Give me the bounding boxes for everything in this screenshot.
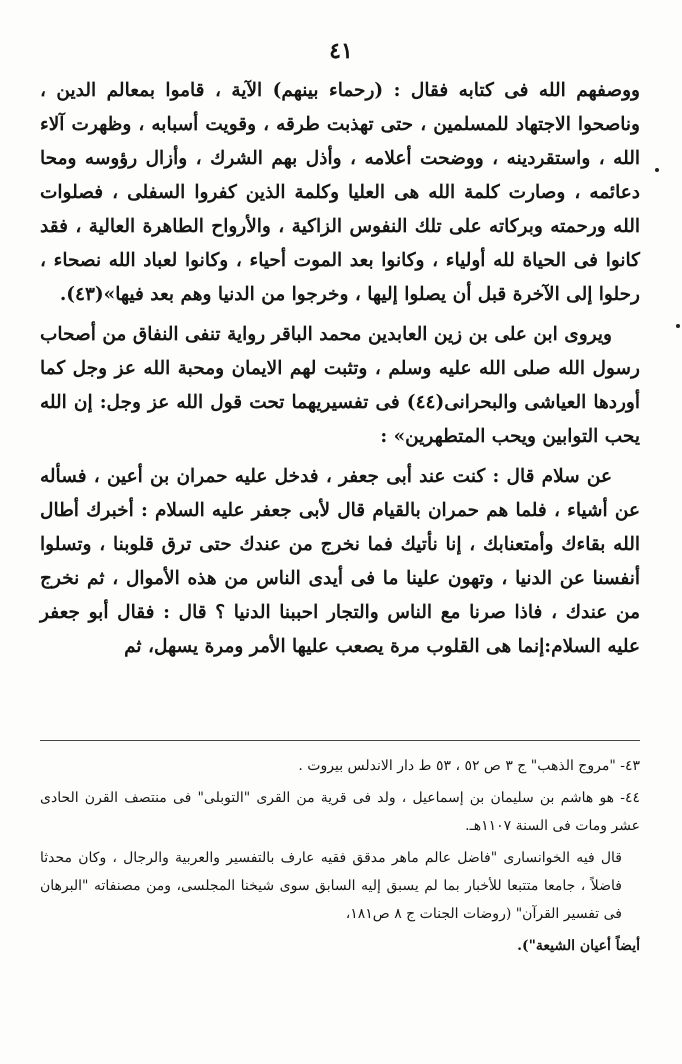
main-text xyxy=(40,74,640,670)
footnotes xyxy=(40,752,640,964)
margin-dot xyxy=(676,324,680,328)
footnote-last-line: أيضاً أعيان الشيعة"). xyxy=(517,938,640,954)
footnote: قال فيه الخوانسارى "فاضل عالم ماهر مدقق فقيه عارف بالتفسير والعربية والرجال ، وكان محدثا فاضلاً ، جامعا متتبعا للأخبار بما لم يسبق إليه السابق سوى شيخنا المجلسى، ومن مصنفاته "البرهان فى تفسير القرآن" (روضات الجنات ج ٨ ص١٨١، xyxy=(40,850,623,922)
paragraph: ويروى ابن على بن زين العابدين محمد الباقر رواية تنفى النفاق من أصحاب رسول الله صلى الله عليه وسلم ، وتثبت لهم الايمان ومحبة الله عز وجل كما أوردها العياشى والبحرانى(٤٤) فى تفسيريهما تحت قول الله عز وجل: إن الله يحب التوابين ويحب المتطهرين» : xyxy=(40,324,641,447)
footnote: ٤٤- هو هاشم بن سليمان بن إسماعيل ، ولد فى قرية من القرى "التوبلى" فى منتصف القرن الحادى عشر ومات فى السنة ١١٠٧هـ. xyxy=(40,790,640,834)
page-number: ٤١ xyxy=(329,38,353,64)
paragraph: ووصفهم الله فى كتابه فقال : (رحماء بينهم) الآية ، قاموا بمعالم الدين ، وناصحوا الاجتهاد للمسلمين ، حتى تهذبت طرقه ، وقويت أسبابه ، وظهرت آلاء الله ، واستقردينه ، ووضحت أعلامه ، وأذل بهم الشرك ، وأزال رؤوسه ومحا دعائمه ، وصارت كلمة الله هى العليا وكلمة الذين كفروا السفلى ، فصلوات الله ورحمته وبركاته على تلك النفوس الزاكية ، والأرواح الطاهرة العالية ، فقد كانوا فى الحياة لله أولياء ، وكانوا بعد الموت أحياء ، وكانوا لعباد الله نصحاء ، رحلوا إلى الآخرة قبل أن يصلوا إليها ، وخرجوا من الدنيا وهم بعد فيها»(٤٣). xyxy=(40,80,640,305)
paragraph: عن سلام قال : كنت عند أبى جعفر ، فدخل عليه حمران بن أعين ، فسأله عن أشياء ، فلما هم حمران بالقيام قال لأبى جعفر عليه السلام : أخبرك أطال الله بقاءك وأمتعنابك ، إنا نأتيك فما نخرج من عندك حتى ترق قلوبنا ، وتسلوا أنفسنا عن الدنيا ، وتهون علينا ما فى أيدى الناس من هذه الأموال ، ثم نخرج من عندك ، فاذا صرنا مع الناس والتجار احببنا الدنيا ؟ قال : فقال أبو جعفر عليه السلام:إنما هى القلوب مرة يصعب عليها الأمر ومرة يسهل، ثم xyxy=(40,466,640,657)
footnote: ٤٣- "مروج الذهب" ج ٣ ص ٥٢ ، ٥٣ ط دار الاندلس بيروت . xyxy=(298,758,640,774)
footnote-divider xyxy=(40,740,640,741)
margin-dot xyxy=(655,168,659,172)
